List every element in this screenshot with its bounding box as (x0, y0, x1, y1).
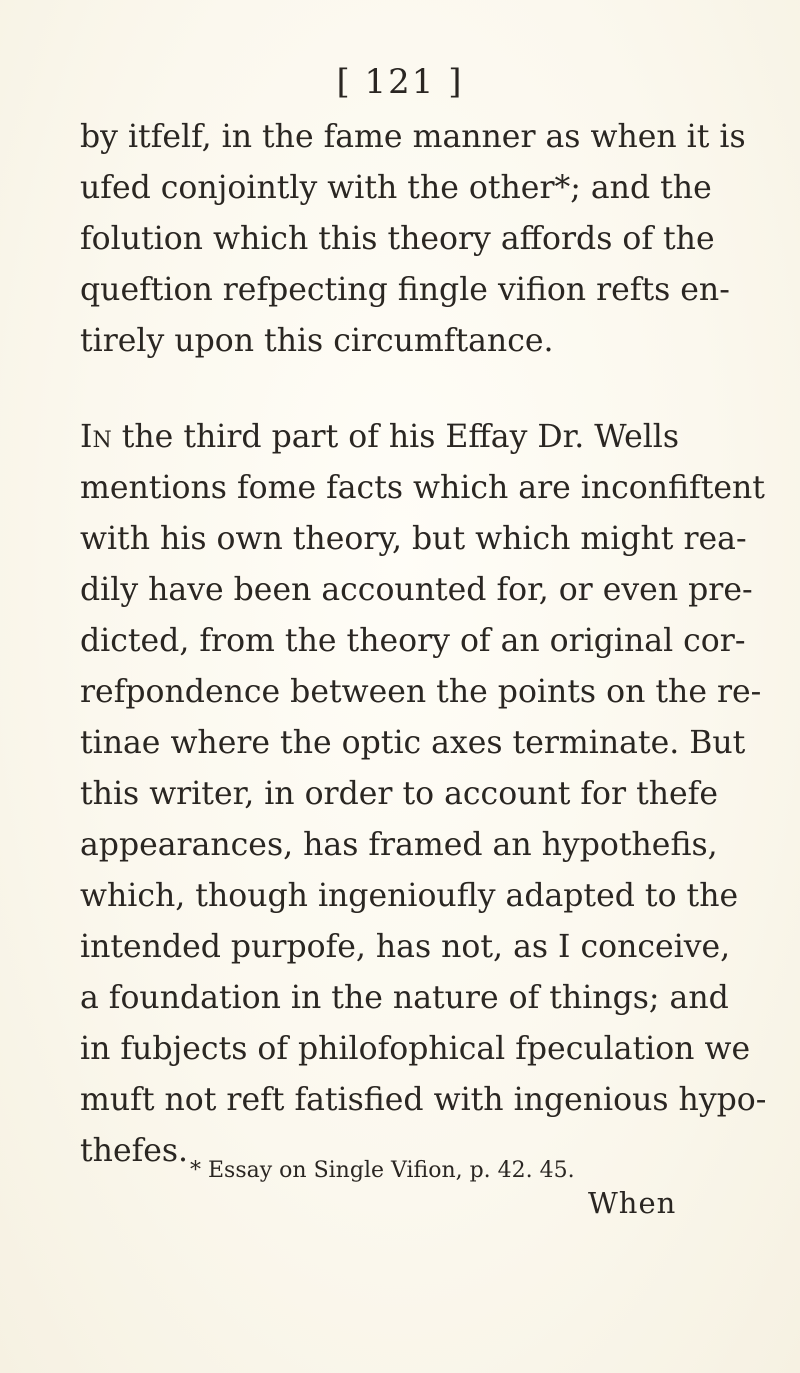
lead-word: In (80, 419, 112, 455)
text-line: tirely upon this circumftance. (80, 323, 554, 359)
catchword: When (588, 1186, 677, 1220)
text-line: intended purpofe, has not, as I conceive, (80, 929, 731, 965)
text-line: this writer, in order to account for thefe (80, 776, 718, 812)
text-line-first (80, 412, 680, 463)
text-line: a foundation in the nature of things; and (80, 980, 729, 1016)
text-line: ufed conjointly with the other*; and the (80, 170, 712, 206)
text-line: which, though ingenioufly adapted to the (80, 878, 739, 914)
text-line: in fubjects of philofophical fpeculation we (80, 1031, 751, 1067)
text-line: mentions fome facts which are inconfiftent (80, 470, 765, 506)
paragraph-1 (80, 112, 746, 367)
text-line: dicted, from the theory of an original cor- (80, 623, 746, 659)
text-line: appearances, has framed an hypothefis, (80, 827, 718, 863)
text-line: muft not reft fatisfied with ingenious hypo- (80, 1082, 767, 1118)
text-line: tinae where the optic axes terminate. But (80, 725, 746, 761)
text-line-rest: the third part of his Effay Dr. Wells (111, 419, 680, 455)
paragraph-2 (80, 412, 767, 1177)
text-line: folution which this theory affords of the (80, 221, 715, 257)
text-line: thefes. (80, 1133, 189, 1169)
text-line: by itfelf, in the fame manner as when it is (80, 119, 746, 155)
page-number-header: [ 121 ] (336, 62, 464, 102)
text-line: refpondence between the points on the re- (80, 674, 762, 710)
footnote: * Essay on Single Vifion, p. 42. 45. (190, 1158, 575, 1183)
text-line: dily have been accounted for, or even pre- (80, 572, 753, 608)
text-line: with his own theory, but which might rea- (80, 521, 747, 557)
body-text (80, 112, 767, 1177)
text-line: queftion refpecting fingle vifion refts en- (80, 272, 730, 308)
